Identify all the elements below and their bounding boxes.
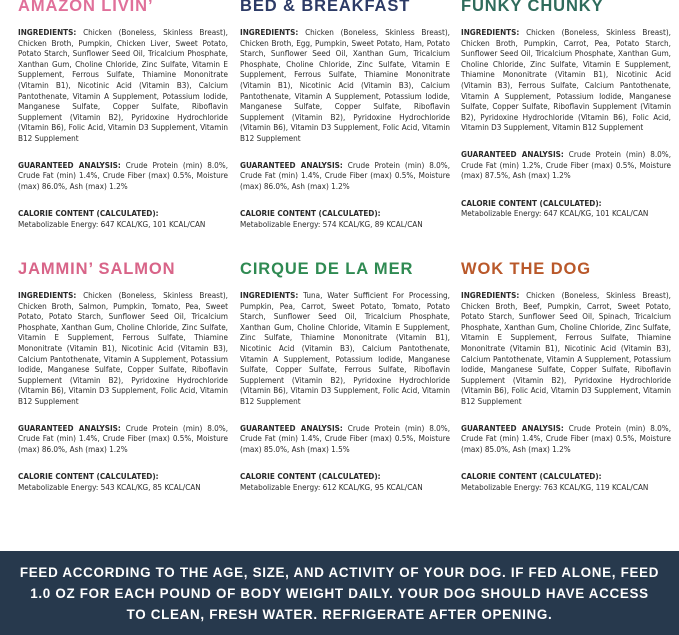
- calorie-label: CALORIE CONTENT (CALCULATED):: [461, 471, 602, 482]
- calorie-content: [18, 471, 228, 492]
- product-card-amazon-livin: [18, 0, 228, 230]
- calorie-values: Metabolizable Energy: 647 KCAL/KG, 101 KCAL/CAN: [461, 208, 649, 219]
- ingredients-list: Chicken (Boneless, Skinless Breast), Chicken Broth, Pumpkin, Chicken Liver, Sweet Potato, Potato Starch, Sunflower Seed Oil, Tricalcium Phosphate, Xanthan Gum, Choline Chloride, Zinc Sulfate, Vitamin E Supplement, Ferrous Sulfate, Thiamine Mononitrate (Vitamin B1), Nicotinic Acid (Vitamin B3), Calcium Pantothenate, Vitamin A Supplement, Potassium Iodide, Manganese Sulfate, Copper Sulfate, Riboflavin Supplement (Vitamin B2), Pyridoxine Hydrochloride (Vitamin B6), Folic Acid, Vitamin D3 Supplement, Vitamin B12 Supplement: [18, 27, 228, 143]
- product-card-funky-chunky: [461, 0, 671, 219]
- ingredients-text: [461, 290, 671, 407]
- ingredients-list: Chicken (Boneless, Skinless Breast), Chicken Broth, Beef, Pumpkin, Carrot, Sweet Potato, Potato Starch, Sunflower Seed Oil, Spinach, Tricalcium Phosphate, Xanthan Gum, Choline Chloride, Zinc Sulfate, Vitamin E Supplement, Ferrous Sulfate, Thiamine Mononitrate (Vitamin B1), Nicotinic Acid (Vitamin B3), Calcium Pantothenate, Vitamin A Supplement, Potassium Iodide, Manganese Sulfate, Copper Sulfate, Riboflavin Supplement (Vitamin B2), Pyridoxine Hydrochloride (Vitamin B6), Folic Acid, Vitamin D3 Supplement, Vitamin B12 Supplement: [461, 290, 671, 406]
- feeding-instructions-text: FEED ACCORDING TO THE AGE, SIZE, AND ACTIVITY OF YOUR DOG. IF FED ALONE, FEED 1.0 OZ FOR EACH POUND OF BODY WEIGHT DAILY. YOUR DOG SHOULD HAVE ACCESS TO CLEAN, FRESH WATER. REFRIGERATE AFTER OPENING.: [19, 564, 660, 622]
- ingredients-list: Chicken (Boneless, Skinless Breast), Chicken Broth, Pumpkin, Carrot, Pea, Potato Starch, Sunflower Seed Oil, Tricalcium Phosphate, Xanthan Gum, Choline Chloride, Zinc Sulfate, Vitamin E Supplement, Thiamine Mononitrate (Vitamin B1), Nicotinic Acid (Vitamin B3), Ferrous Sulfate, Calcium Pantothenate, Vitamin A Supplement, Potassium Iodide, Manganese Sulfate, Copper Sulfate, Riboflavin Supplement (Vitamin B2), Pyridoxine Hydrochloride (Vitamin B6), Folic Acid, Vitamin D3 Supplement, Vitamin B12 Supplement: [461, 27, 671, 133]
- guaranteed-analysis: [18, 160, 228, 192]
- calorie-label: CALORIE CONTENT (CALCULATED):: [461, 197, 602, 208]
- analysis-label: GUARANTEED ANALYSIS:: [461, 422, 564, 433]
- product-title: WOK THE DOG: [461, 260, 591, 278]
- analysis-values: Crude Protein (min) 8.0%, Crude Fat (min) 1.4%, Crude Fiber (max) 0.5%, Moisture (max) 85.0%, Ash (max) 1.2%: [461, 422, 672, 454]
- product-title: BED & BREAKFAST: [240, 0, 411, 15]
- ingredients-label: INGREDIENTS:: [240, 290, 299, 300]
- calorie-label: CALORIE CONTENT (CALCULATED):: [240, 208, 381, 219]
- analysis-values: Crude Protein (min) 8.0%, Crude Fat (min) 1.4%, Crude Fiber (max) 0.5%, Moisture (max) 85.0%, Ash (max) 1.5%: [240, 422, 451, 454]
- calorie-label: CALORIE CONTENT (CALCULATED):: [240, 471, 381, 482]
- product-card-cirque-de-la-mer: [240, 259, 450, 493]
- ingredients-label: INGREDIENTS:: [240, 27, 299, 37]
- analysis-values: Crude Protein (min) 8.0%, Crude Fat (min) 1.4%, Crude Fiber (max) 0.5%, Moisture (max) 86.0%, Ash (max) 1.2%: [18, 159, 229, 191]
- ingredients-list: Tuna, Water Sufficient For Processing, Pumpkin, Pea, Carrot, Sweet Potato, Tomato, Potato Starch, Sunflower Seed Oil, Tricalcium Phosphate, Xanthan Gum, Choline Chloride, Vitamin E Supplement, Zinc Sulfate, Thiamine Mononitrate (Vitamin B1), Nicotinic Acid (Vitamin B3), Calcium Pantothenate, Vitamin A Supplement, Potassium Iodide, Manganese Sulfate, Copper Sulfate, Ferrous Sulfate, Riboflavin Supplement (Vitamin B2), Pyridoxine Hydrochloride (Vitamin B6), Vitamin D3 Supplement, Folic Acid, Vitamin B12 Supplement: [240, 290, 450, 406]
- guaranteed-analysis: [240, 160, 450, 192]
- analysis-values: Crude Protein (min) 8.0%, Crude Fat (min) 1.2%, Crude Fiber (max) 0.5%, Moisture (max) 87.5%, Ash (max) 1.2%: [461, 148, 672, 181]
- ingredients-label: INGREDIENTS:: [461, 290, 520, 300]
- ingredients-label: INGREDIENTS:: [461, 27, 520, 37]
- analysis-label: GUARANTEED ANALYSIS:: [18, 422, 121, 433]
- calorie-label: CALORIE CONTENT (CALCULATED):: [18, 471, 159, 482]
- calorie-label: CALORIE CONTENT (CALCULATED):: [18, 208, 159, 219]
- ingredients-text: [18, 27, 228, 144]
- ingredients-label: INGREDIENTS:: [18, 27, 77, 37]
- feeding-instructions-banner: [0, 551, 679, 635]
- calorie-values: Metabolizable Energy: 574 KCAL/KG, 89 KCAL/CAN: [240, 218, 423, 229]
- analysis-label: GUARANTEED ANALYSIS:: [240, 422, 343, 433]
- analysis-label: GUARANTEED ANALYSIS:: [18, 159, 121, 170]
- ingredients-label: INGREDIENTS:: [18, 290, 77, 300]
- ingredients-text: [18, 290, 228, 407]
- calorie-content: [18, 208, 228, 229]
- product-card-bed-breakfast: [240, 0, 450, 230]
- guaranteed-analysis: [18, 423, 228, 455]
- calorie-content: [461, 471, 671, 492]
- calorie-values: Metabolizable Energy: 647 KCAL/KG, 101 KCAL/CAN: [18, 218, 206, 229]
- product-card-wok-the-dog: [461, 259, 671, 493]
- ingredients-list: Chicken (Boneless, Skinless Breast), Chicken Broth, Egg, Pumpkin, Sweet Potato, Ham, Potato Starch, Sunflower Seed Oil, Xanthan Gum, Tricalcium Phosphate, Choline Chloride, Zinc Sulfate, Vitamin E Supplement, Ferrous Sulfate, Thiamine Mononitrate (Vitamin B1), Nicotinic Acid (Vitamin B3), Calcium Pantothenate, Vitamin A Supplement, Potassium Iodide, Manganese Sulfate, Copper Sulfate, Riboflavin Supplement (Vitamin B2), Pyridoxine Hydrochloride (Vitamin B6), Vitamin D3 Supplement, Folic Acid, Vitamin B12 Supplement: [240, 27, 450, 143]
- product-title: CIRQUE DE LA MER: [240, 260, 414, 278]
- ingredients-text: [240, 290, 450, 407]
- ingredients-text: [240, 27, 450, 144]
- product-title: FUNKY CHUNKY: [461, 0, 604, 15]
- ingredients-text: [461, 27, 671, 133]
- analysis-values: Crude Protein (min) 8.0%, Crude Fat (min) 1.4%, Crude Fiber (max) 0.5%, Moisture (max) 86.0%, Ash (max) 1.2%: [18, 422, 229, 454]
- product-title: JAMMIN’ SALMON: [18, 260, 176, 278]
- calorie-values: Metabolizable Energy: 763 KCAL/KG, 119 KCAL/CAN: [461, 481, 649, 492]
- calorie-content: [240, 471, 450, 492]
- calorie-values: Metabolizable Energy: 543 KCAL/KG, 85 KCAL/CAN: [18, 481, 201, 492]
- calorie-values: Metabolizable Energy: 612 KCAL/KG, 95 KCAL/CAN: [240, 481, 423, 492]
- ingredients-list: Chicken (Boneless, Skinless Breast), Chicken Broth, Salmon, Pumpkin, Tomato, Pea, Sweet Potato, Potato Starch, Sunflower Seed Oil, Tricalcium Phosphate, Xanthan Gum, Choline Chloride, Zinc Sulfate, Vitamin E Supplement, Ferrous Sulfate, Thiamine Mononitrate (Vitamin B1), Nicotinic Acid (Vitamin B3), Calcium Pantothenate, Vitamin A Supplement, Potassium Iodide, Manganese Sulfate, Copper Sulfate, Riboflavin Supplement (Vitamin B2), Pyridoxine Hydrochloride (Vitamin B6), Vitamin D3 Supplement, Folic Acid, Vitamin B12 Supplement: [18, 290, 228, 406]
- calorie-content: [461, 198, 671, 219]
- analysis-label: GUARANTEED ANALYSIS:: [240, 159, 343, 170]
- product-title: AMAZON LIVIN’: [18, 0, 154, 15]
- guaranteed-analysis: [461, 149, 671, 181]
- analysis-values: Crude Protein (min) 8.0%, Crude Fat (min) 1.4%, Crude Fiber (max) 0.5%, Moisture (max) 86.0%, Ash (max) 1.2%: [240, 159, 451, 191]
- guaranteed-analysis: [461, 423, 671, 455]
- calorie-content: [240, 208, 450, 229]
- product-card-jammin-salmon: [18, 259, 228, 493]
- analysis-label: GUARANTEED ANALYSIS:: [461, 148, 564, 159]
- guaranteed-analysis: [240, 423, 450, 455]
